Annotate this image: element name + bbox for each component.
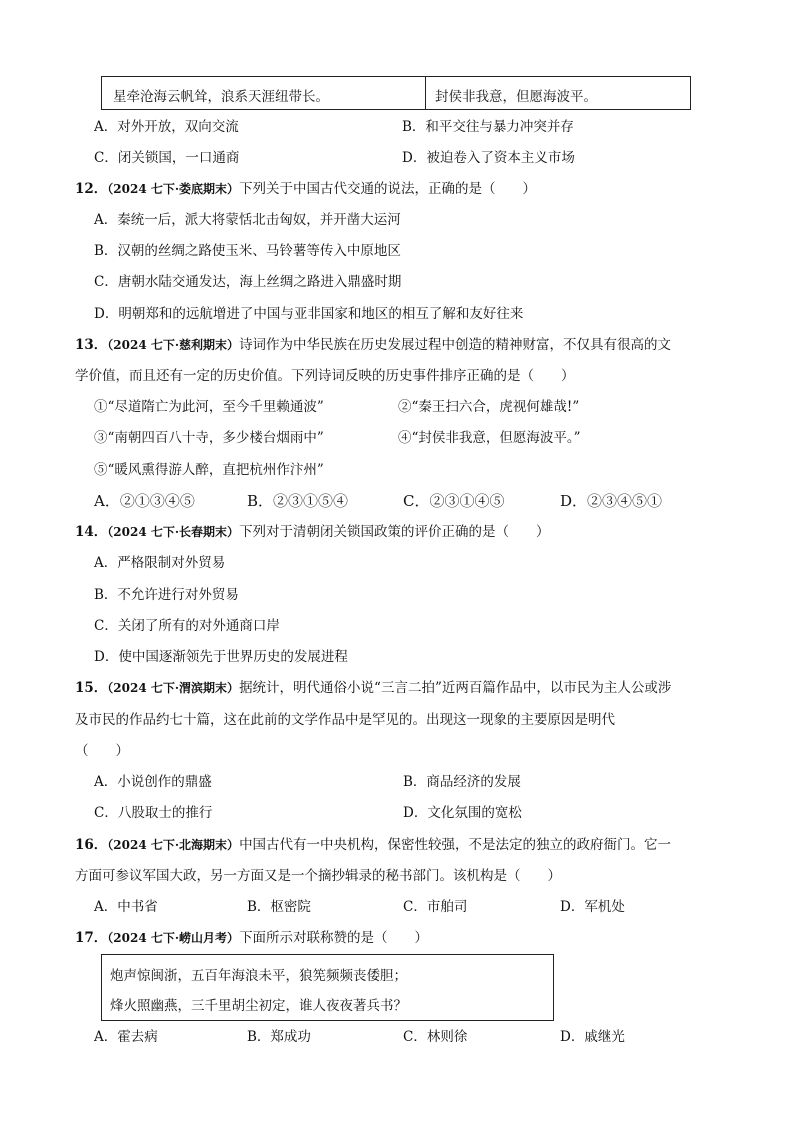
- q13-poem-4: ④“封侯非我意，但愿海波平。”: [398, 430, 581, 446]
- q13-stem-cont: 学价值，而且还有一定的历史价值。下列诗词反映的历史事件排序正确的是（ ）: [75, 368, 575, 384]
- question-text: 下列对于清朝闭关锁国政策的评价正确的是（ ）: [239, 524, 550, 540]
- q16-option-b: B．枢密院: [247, 899, 311, 915]
- question-text: 据统计，明代通俗小说“三言二拍”近两百篇作品中，以市民为主人公或涉: [239, 680, 672, 696]
- question-text: 下面所示对联称赞的是（ ）: [239, 930, 429, 946]
- q13-option-d: D．②③④⑤①: [560, 492, 663, 510]
- question-source: （2024 七下·娄底期末）: [107, 182, 240, 196]
- q15-option-b: B．商品经济的发展: [403, 774, 521, 790]
- q16-option-d: D．军机处: [560, 899, 625, 915]
- q16-option-a: A．中书省: [94, 899, 158, 915]
- q11-option-c: C．闭关锁国，一口通商: [94, 150, 240, 166]
- q17-option-d: D．戚继光: [560, 1029, 625, 1045]
- q11-option-b: B．和平交往与暴力冲突并存: [402, 119, 574, 135]
- q14-option-c: C．关闭了所有的对外通商口岸: [94, 618, 280, 634]
- question-number: 17．: [75, 930, 108, 946]
- q15-option-a: A．小说创作的鼎盛: [94, 774, 212, 790]
- q11-option-d: D．被迫卷入了资本主义市场: [402, 150, 575, 166]
- couplet-line-1: 炮声惊闽浙，五百年海浪未平，狼筅频频丧倭胆；: [110, 968, 407, 984]
- question-source: （2024 七下·渭滨期末）: [107, 681, 240, 695]
- question-source: （2024 七下·崂山月考）: [107, 931, 240, 945]
- question-source: （2024 七下·北海期末）: [107, 838, 240, 852]
- question-source: （2024 七下·慈利期末）: [107, 338, 240, 352]
- question-number: 12．: [75, 181, 108, 197]
- couplet-line-2: 烽火照幽燕，三千里胡尘初定，谁人夜夜著兵书？: [110, 998, 407, 1014]
- table-divider: [425, 76, 426, 110]
- q11-option-a: A．对外开放，双向交流: [94, 119, 239, 135]
- q14-stem: [75, 523, 550, 541]
- q13-poem-1: ①“尽道隋亡为此河，至今千里赖通波”: [94, 399, 324, 415]
- q14-option-d: D．使中国逐渐领先于世界历史的发展进程: [94, 649, 348, 665]
- q16-stem: [75, 836, 671, 854]
- question-number: 13．: [75, 337, 108, 353]
- q11-material-table: [101, 76, 691, 110]
- q13-option-a: A．②①③④⑤: [94, 492, 195, 510]
- q12-option-a: A．秦统一后，派大将蒙恬北击匈奴，并开凿大运河: [94, 212, 401, 228]
- q13-poem-5: ⑤“暖风熏得游人醉，直把杭州作汴州”: [94, 462, 324, 478]
- q17-stem: [75, 929, 428, 947]
- q12-option-d: D．明朝郑和的远航增进了中国与亚非国家和地区的相互了解和友好往来: [94, 306, 524, 322]
- q17-option-b: B．郑成功: [247, 1029, 311, 1045]
- q14-option-b: B．不允许进行对外贸易: [94, 587, 239, 603]
- question-number: 14．: [75, 524, 108, 540]
- q13-option-c: C．②③①④⑤: [403, 492, 505, 510]
- table-cell-left: 星牵沧海云帆耸，浪系天涯纽带长。: [113, 89, 329, 105]
- q15-option-c: C．八股取士的推行: [94, 805, 213, 821]
- q17-option-c: C．林则徐: [403, 1029, 468, 1045]
- q13-stem: [75, 336, 671, 354]
- q15-stem: [75, 679, 671, 697]
- question-text: 诗词作为中华民族在历史发展过程中创造的精神财富，不仅具有很高的文: [239, 337, 672, 353]
- q12-stem: [75, 180, 536, 198]
- question-source: （2024 七下·长春期末）: [107, 525, 240, 539]
- q15-stem-cont: 及市民的作品约七十篇，这在此前的文学作品中是罕见的。出现这一现象的主要原因是明代: [75, 712, 615, 728]
- q14-option-a: A．严格限制对外贸易: [94, 555, 226, 571]
- q13-option-b: B．②③①⑤④: [247, 492, 349, 510]
- question-text: 中国古代有一中央机构，保密性较强，不是法定的独立的政府衙门。它一: [239, 837, 672, 853]
- q12-option-c: C．唐朝水陆交通发达，海上丝绸之路进入鼎盛时期: [94, 274, 402, 290]
- question-text: 下列关于中国古代交通的说法，正确的是（ ）: [239, 181, 537, 197]
- q13-poem-2: ②“秦王扫六合，虎视何雄哉!”: [398, 399, 580, 415]
- q15-answer-paren: （ ）: [75, 743, 129, 759]
- q15-option-d: D．文化氛围的宽松: [403, 805, 522, 821]
- q16-stem-cont: 方面可参议军国大政，另一方面又是一个摘抄辑录的秘书部门。该机构是（ ）: [75, 868, 561, 884]
- table-cell-right: 封侯非我意，但愿海波平。: [435, 89, 597, 105]
- q16-option-c: C．市舶司: [403, 899, 468, 915]
- question-number: 15．: [75, 680, 108, 696]
- q17-option-a: A．霍去病: [94, 1029, 158, 1045]
- question-number: 16．: [75, 837, 108, 853]
- q17-couplet-box: [101, 954, 554, 1021]
- q12-option-b: B．汉朝的丝绸之路使玉米、马铃薯等传入中原地区: [94, 243, 401, 259]
- q13-poem-3: ③“南朝四百八十寺，多少楼台烟雨中”: [94, 430, 324, 446]
